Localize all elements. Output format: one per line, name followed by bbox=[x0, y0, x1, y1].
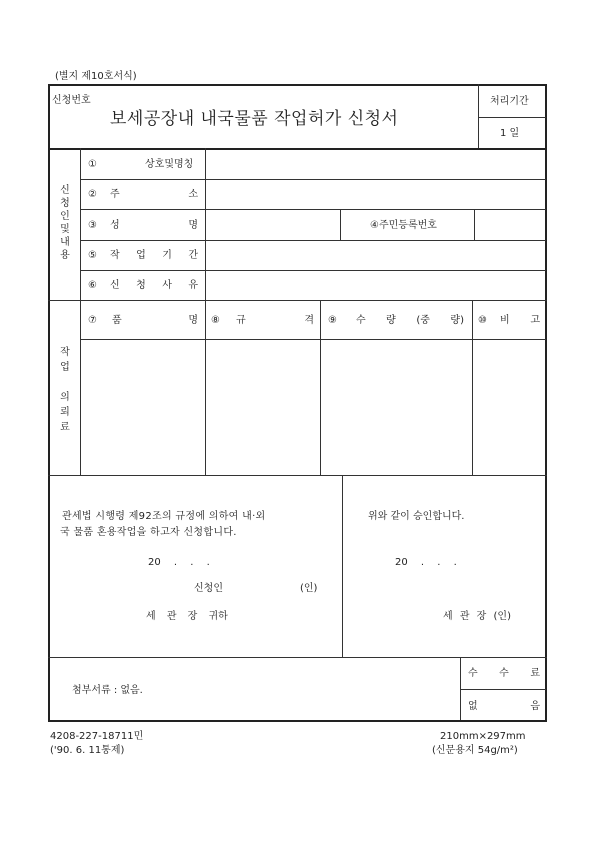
row-number-6: ⑥ bbox=[88, 280, 97, 291]
fee-label: 수 수 료 bbox=[468, 668, 540, 679]
row-number-5: ⑤ bbox=[88, 250, 97, 261]
statement-line-1: 관세법 시행령 제92조의 규정에 의하여 내·외 bbox=[62, 511, 266, 522]
work-section-bottom bbox=[48, 475, 547, 476]
period-divider bbox=[478, 117, 546, 118]
id-divider-right bbox=[474, 209, 475, 240]
fee-value: 없 음 bbox=[468, 701, 540, 712]
work-section-divider bbox=[80, 300, 81, 475]
header-bottom-line bbox=[48, 148, 547, 150]
item-name-header: 품 명 bbox=[112, 315, 198, 326]
row-number-3: ③ bbox=[88, 220, 97, 231]
work-section-label: 작 업 의 뢰 료 bbox=[60, 347, 70, 433]
frame-top bbox=[48, 84, 547, 86]
approval-date: 20 . . . bbox=[395, 557, 457, 568]
applicant-section-label: 신청인및내용 bbox=[60, 185, 70, 261]
frame-left bbox=[48, 84, 50, 722]
work-col-line-3 bbox=[472, 300, 473, 475]
col-number-9: ⑨ bbox=[328, 315, 337, 326]
work-col-line-2 bbox=[320, 300, 321, 475]
name-label: 성 명 bbox=[110, 220, 198, 231]
applicant-row-line-3 bbox=[80, 240, 546, 241]
form-code: 4208-227-18711민 bbox=[50, 731, 144, 742]
form-reference: (별지 제10호서식) bbox=[55, 71, 137, 82]
spec-header: 규 격 bbox=[236, 315, 314, 326]
work-col-line-1 bbox=[205, 300, 206, 475]
statement-line-2: 국 물품 혼용작업을 하고자 신청합니다. bbox=[60, 527, 237, 538]
applicant-row-line-1 bbox=[80, 179, 546, 180]
header-divider bbox=[478, 84, 479, 148]
col-number-8: ⑧ bbox=[211, 315, 220, 326]
form-title: 보세공장내 내국물품 작업허가 신청서 bbox=[110, 109, 399, 129]
attachments: 첨부서류 : 없음. bbox=[72, 685, 143, 696]
statement-divider bbox=[342, 475, 343, 657]
application-date: 20 . . . bbox=[148, 557, 210, 568]
approval-line: 위와 같이 승인합니다. bbox=[368, 511, 465, 522]
statement-bottom bbox=[48, 657, 547, 658]
quantity-header: 수 량 (중 량) bbox=[356, 315, 464, 326]
work-header-line bbox=[80, 339, 546, 340]
processing-period-label: 처리기간 bbox=[490, 96, 529, 107]
application-number-label: 신청번호 bbox=[52, 95, 91, 106]
work-period-label: 작 업 기 간 bbox=[110, 250, 198, 261]
fee-row-line bbox=[460, 689, 546, 690]
applicant-section-divider bbox=[80, 148, 81, 300]
application-reason-label: 신 청 사 유 bbox=[110, 280, 198, 291]
resident-number-label: ④주민등록번호 bbox=[370, 220, 437, 231]
processing-period-value: 1 일 bbox=[500, 128, 520, 139]
row-number-1: ① bbox=[88, 159, 97, 170]
paper-size: 210mm×297mm bbox=[440, 731, 526, 742]
applicant-seal: (인) bbox=[300, 583, 318, 594]
id-divider-left bbox=[340, 209, 341, 240]
applicant-label-divider bbox=[205, 148, 206, 300]
remarks-header: 비 고 bbox=[500, 315, 540, 326]
row-number-2: ② bbox=[88, 189, 97, 200]
addressee: 세 관 장 귀하 bbox=[146, 611, 228, 622]
address-label: 주 소 bbox=[110, 189, 198, 200]
paper-type: (신문용지 54g/m²) bbox=[432, 745, 518, 756]
trade-name-label: 상호및명칭 bbox=[145, 159, 194, 170]
form-date: ('90. 6. 11통제) bbox=[50, 745, 125, 756]
applicant-row-line-4 bbox=[80, 270, 546, 271]
applicant-row-line-2 bbox=[80, 209, 546, 210]
frame-bottom bbox=[48, 720, 547, 722]
applicant-sign-label: 신청인 bbox=[194, 583, 223, 594]
col-number-7: ⑦ bbox=[88, 315, 97, 326]
col-number-10: ⑩ bbox=[478, 315, 487, 326]
customs-chief-sign: 세 관 장 (인) bbox=[443, 611, 511, 622]
